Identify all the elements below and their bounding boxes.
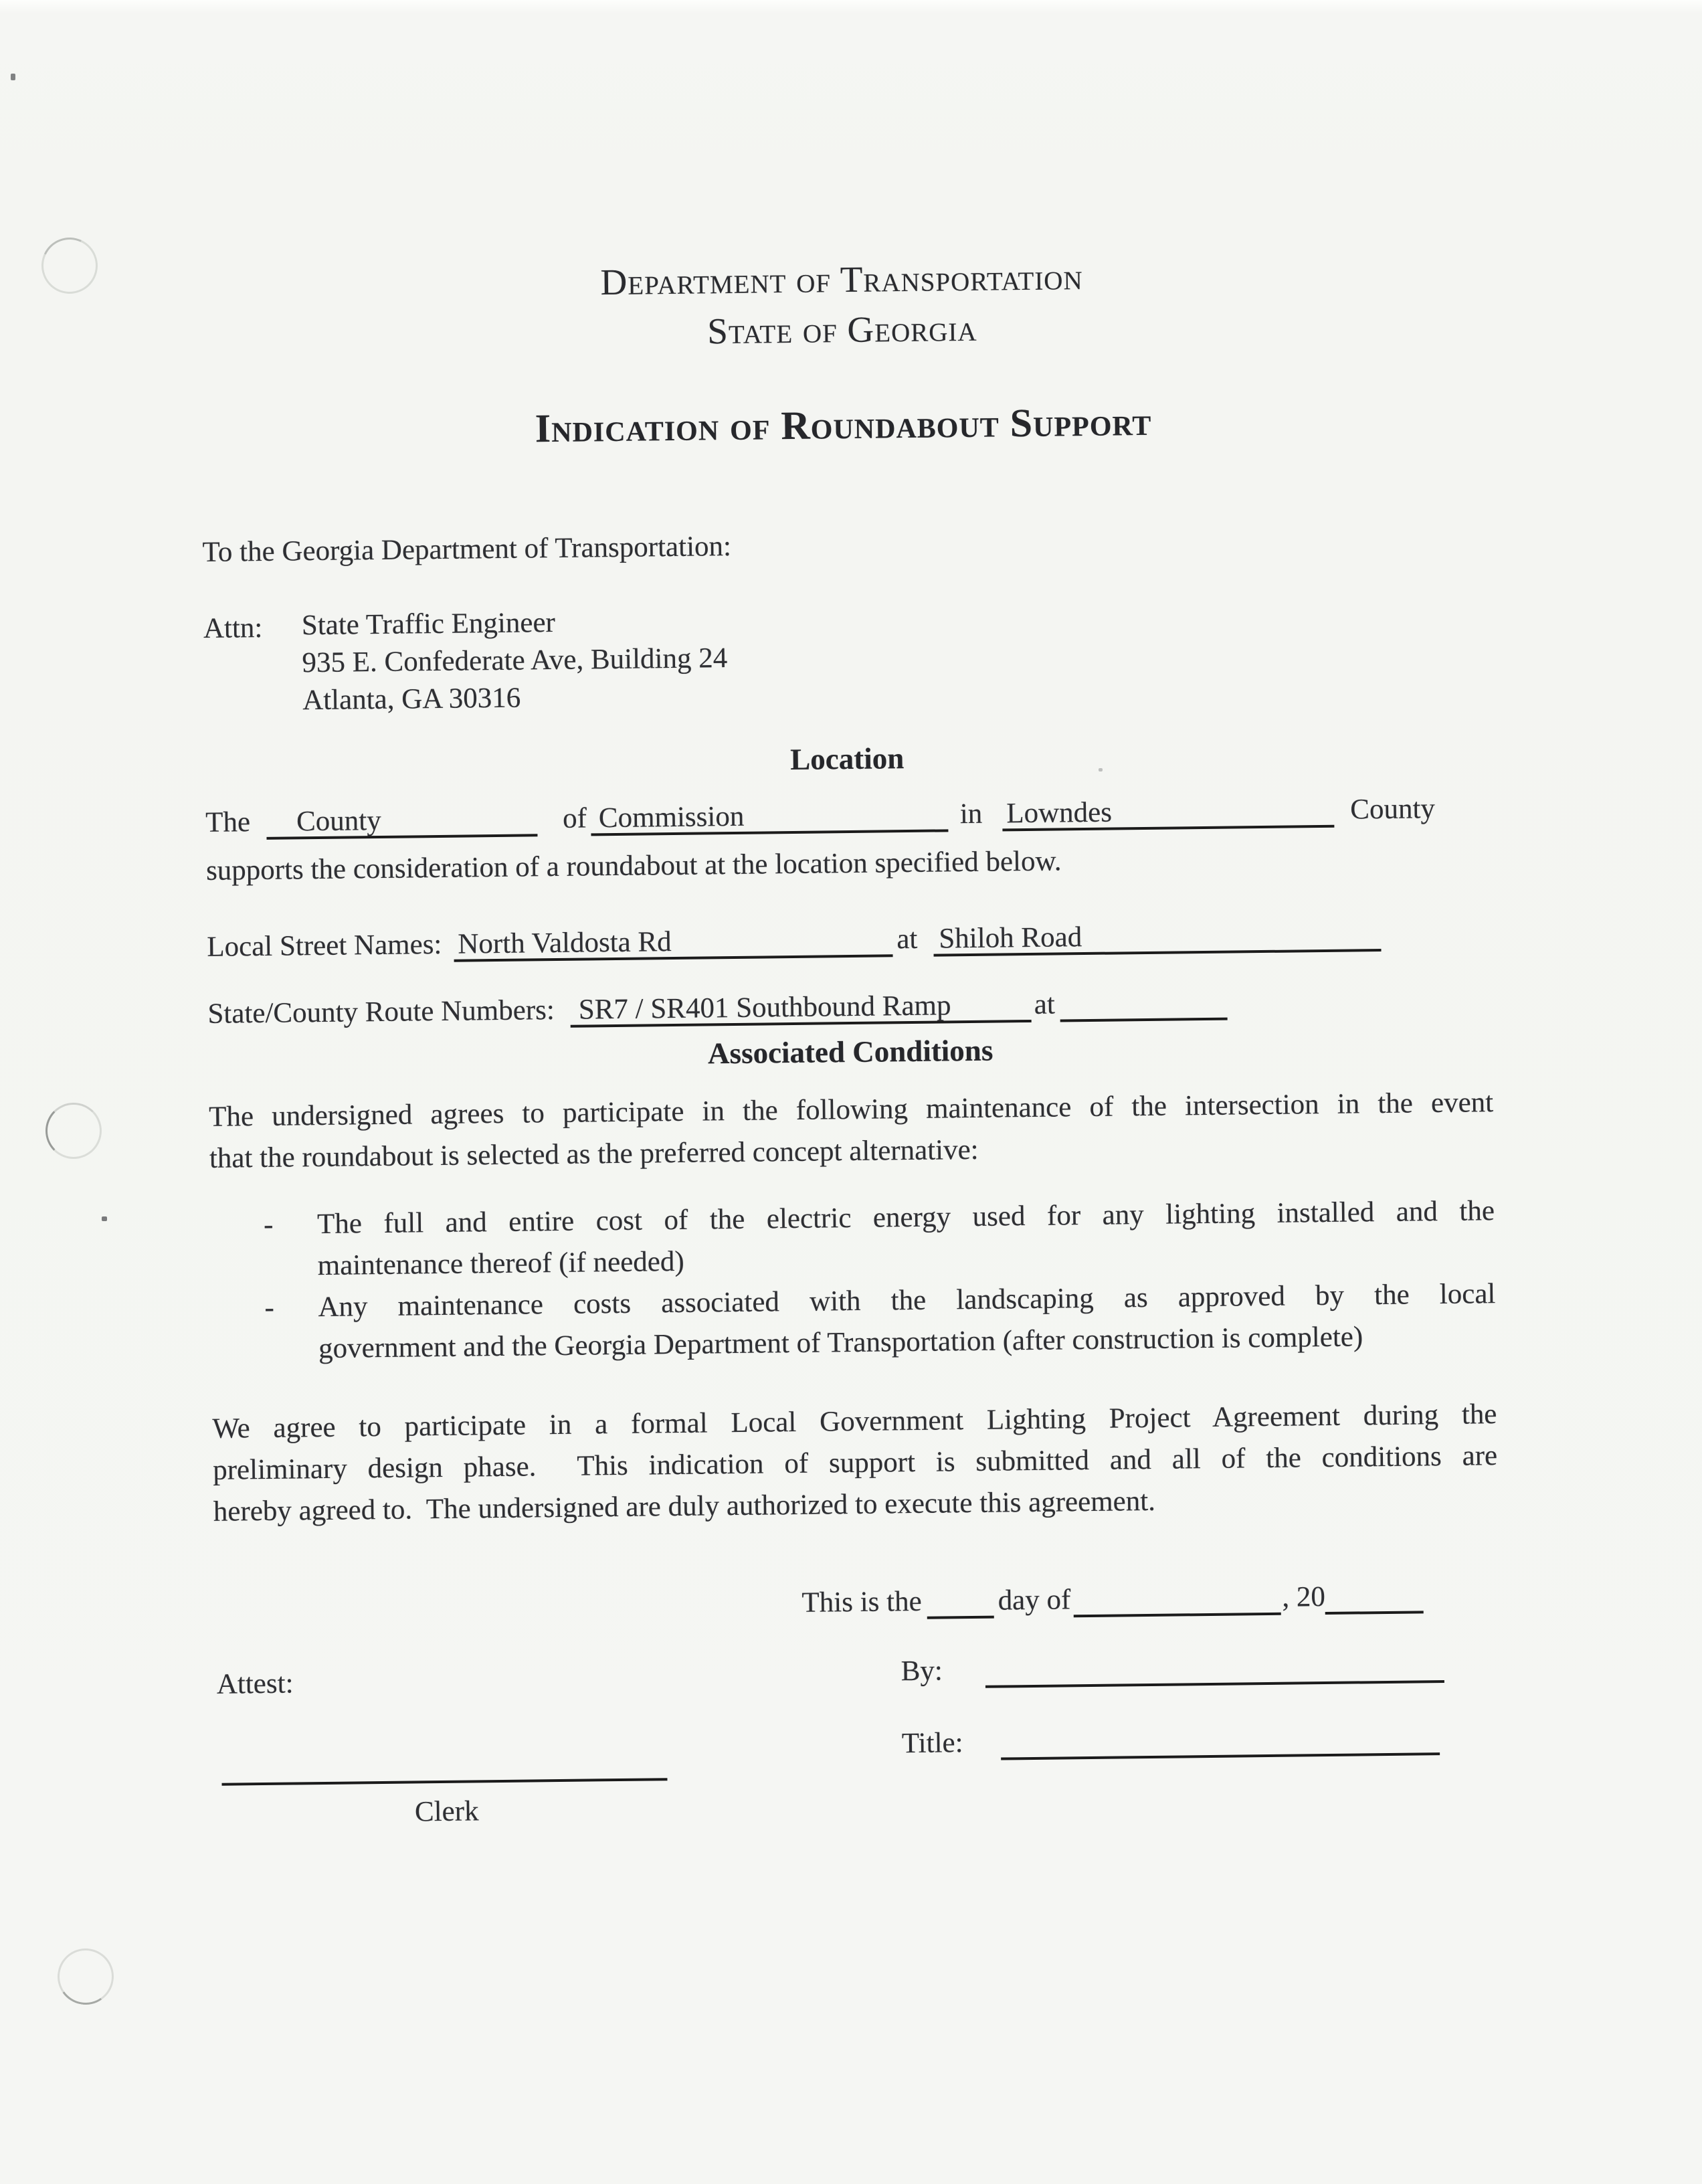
- agency-header: [199, 247, 1485, 362]
- agreement-line: hereby agreed to. The undersigned are duly authorized to execute this agreement.: [213, 1485, 1156, 1528]
- county-word: County: [1349, 793, 1436, 826]
- title-blank: [1000, 1720, 1440, 1760]
- year-value: [1325, 1581, 1326, 1613]
- list-item: [211, 1273, 1496, 1371]
- scan-speck: [1099, 768, 1103, 771]
- bullet-line: Any maintenance costs associated with the landscaping as approved by the local: [318, 1278, 1496, 1324]
- street-names-row: [207, 912, 1492, 968]
- salutation: To the Georgia Department of Transportation:: [202, 530, 732, 568]
- attest-label: Attest:: [216, 1667, 294, 1700]
- attn-label: Attn:: [203, 612, 263, 644]
- location-heading: Location: [789, 741, 905, 777]
- route-numbers-row: [207, 979, 1493, 1035]
- title-value: [1000, 1727, 1001, 1758]
- conditions-heading: Associated Conditions: [707, 1033, 994, 1071]
- supports-line: supports the consideration of a roundabout at the location specified below.: [205, 845, 1062, 887]
- org-name-value: Commission: [598, 800, 745, 834]
- street-names-label: Local Street Names:: [207, 928, 442, 963]
- agreement-line: preliminary design phase. This indication of support is submitted and all of the conditions are: [212, 1440, 1498, 1486]
- at-word-2: at: [1034, 988, 1056, 1020]
- conditions-intro: [209, 1082, 1494, 1180]
- bullet-text: [317, 1190, 1495, 1287]
- in-word: in: [959, 798, 983, 830]
- org-type-value: County: [296, 804, 381, 838]
- lead-word: The: [205, 806, 251, 838]
- org-type-blank: [266, 802, 538, 840]
- at-word-1: at: [896, 923, 918, 955]
- date-suffix: , 20: [1282, 1581, 1326, 1613]
- route-number-2-value: [1060, 988, 1061, 1020]
- county-blank: [1002, 793, 1335, 832]
- attest-signature-line: [222, 1778, 668, 1786]
- scan-speck: [11, 74, 15, 80]
- date-prefix: This is the: [801, 1585, 922, 1619]
- year-blank: [1325, 1578, 1424, 1615]
- attn-address: [302, 602, 729, 719]
- street-name-2-value: Shiloh Road: [939, 921, 1082, 955]
- by-row: [901, 1645, 1444, 1692]
- bullet-line: The full and entire cost of the electric energy used for any lighting installed and the: [316, 1195, 1495, 1241]
- attention-block: [203, 594, 1489, 721]
- county-value: Lowndes: [1006, 796, 1113, 830]
- of-word: of: [562, 802, 587, 834]
- conditions-list: [210, 1190, 1497, 1371]
- date-mid: day of: [998, 1584, 1071, 1617]
- day-blank: [927, 1584, 994, 1619]
- clerk-label: Clerk: [414, 1795, 479, 1828]
- execution-date-line: [801, 1574, 1499, 1624]
- street-name-2-blank: [933, 917, 1382, 957]
- bullet-text: [318, 1273, 1496, 1370]
- attn-line-street: 935 E. Confederate Ave, Building 24: [302, 642, 728, 679]
- conditions-intro-line: that the roundabout is selected as the preferred concept alternative:: [209, 1133, 979, 1174]
- agency-name: Department of Transportation: [600, 256, 1083, 303]
- title-row: [902, 1717, 1440, 1764]
- month-value: [1073, 1584, 1074, 1615]
- title-label: Title:: [901, 1727, 963, 1760]
- street-name-1-value: North Valdosta Rd: [458, 926, 672, 960]
- agreement-paragraph: [212, 1394, 1498, 1533]
- org-name-blank: [591, 797, 949, 836]
- by-signature-blank: [985, 1648, 1445, 1688]
- bullet-dash: -: [263, 1208, 274, 1241]
- route-numbers-label: State/County Route Numbers:: [207, 994, 555, 1030]
- route-number-2-blank: [1060, 986, 1228, 1022]
- route-number-1-value: SR7 / SR401 Southbound Ramp: [578, 990, 951, 1026]
- agency-state: State of Georgia: [706, 307, 977, 352]
- street-name-1-blank: [454, 922, 893, 962]
- attn-line-city: Atlanta, GA 30316: [302, 682, 521, 717]
- agreement-line: We agree to participate in a formal Local Government Lighting Project Agreement during the: [212, 1398, 1497, 1445]
- hole-punch-mark: [45, 1103, 102, 1159]
- bullet-line: maintenance thereof (if needed): [317, 1245, 684, 1282]
- bullet-line: government and the Georgia Department of Transportation (after construction is complete): [318, 1321, 1363, 1365]
- form-title: Indication of Roundabout Support: [535, 399, 1152, 451]
- route-number-1-blank: [571, 988, 1032, 1028]
- signature-block: [215, 1616, 1502, 1858]
- by-label: By:: [901, 1655, 943, 1688]
- list-item: [210, 1190, 1495, 1288]
- form-content: [0, 245, 1702, 1861]
- jurisdiction-sentence: [205, 788, 1491, 844]
- by-signature-value: [985, 1655, 986, 1686]
- bullet-dash: -: [264, 1291, 275, 1324]
- scan-speck: [102, 1216, 107, 1221]
- month-blank: [1073, 1580, 1281, 1618]
- conditions-intro-line: The undersigned agrees to participate in the following maintenance of the intersection in the event: [208, 1087, 1494, 1133]
- attn-line-engineer: State Traffic Engineer: [301, 606, 556, 642]
